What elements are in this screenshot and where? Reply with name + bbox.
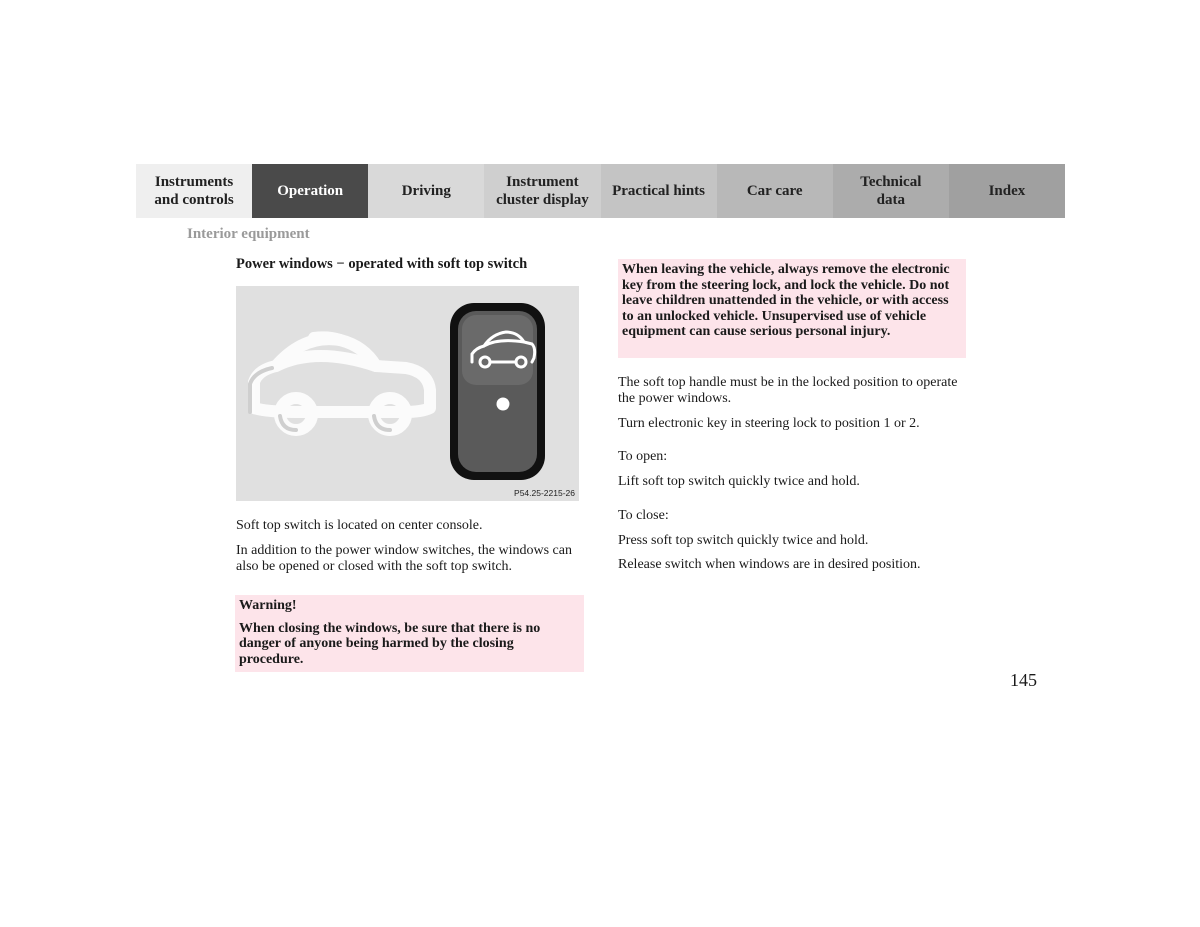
soft-top-switch-figure (236, 286, 579, 501)
power-window-intro-text: In addition to the power window switches, the windows can also be opened or closed with the soft top switch. (236, 543, 572, 574)
section-title: Interior equipment (187, 226, 310, 242)
switch-location-text: Soft top switch is located on center console. (236, 518, 483, 533)
tab-instrument-cluster-display[interactable]: Instrument cluster display (484, 164, 600, 218)
close-instructions: Press soft top switch quickly twice and hold. (618, 533, 869, 548)
page-heading: Power windows − operated with soft top switch (236, 256, 528, 272)
close-label: To close: (618, 508, 669, 523)
soft-top-handle-text: The soft top handle must be in the locked position to operate the power windows. (618, 375, 958, 406)
warning-title: Warning! (239, 598, 297, 613)
warning-box (235, 595, 584, 672)
electronic-key-text: Turn electronic key in steering lock to position 1 or 2. (618, 416, 920, 431)
car-outline-shadow (250, 368, 390, 430)
safety-notice-text: When leaving the vehicle, always remove the electronic key from the steering lock, and lock the vehicle. Do not leave children unattended in the vehicle, or with access to an unlocked vehicle. Unsupervised use of vehicle equipment can cause serious personal injury. (622, 262, 950, 339)
page-number: 145 (1010, 670, 1037, 690)
chapter-tabs (136, 164, 1065, 218)
indicator-dot (497, 398, 510, 411)
open-instructions: Lift soft top switch quickly twice and hold. (618, 474, 860, 489)
tab-practical-hints[interactable]: Practical hints (601, 164, 717, 218)
figure-illustration (236, 286, 579, 501)
tab-technical-data[interactable]: Technical data (833, 164, 949, 218)
tab-operation[interactable]: Operation (252, 164, 368, 218)
safety-notice-box (618, 259, 966, 358)
figure-reference: P54.25-2215-26 (514, 488, 575, 498)
tab-car-care[interactable]: Car care (717, 164, 833, 218)
tab-index[interactable]: Index (949, 164, 1065, 218)
warning-text: When closing the windows, be sure that there is no danger of anyone being harmed by the closing procedure. (239, 620, 541, 667)
soft-top-switch-icon (450, 303, 545, 480)
release-instructions: Release switch when windows are in desired position. (618, 557, 921, 572)
tab-driving[interactable]: Driving (368, 164, 484, 218)
tab-instruments-and-controls[interactable]: Instruments and controls (136, 164, 252, 218)
open-label: To open: (618, 449, 668, 464)
